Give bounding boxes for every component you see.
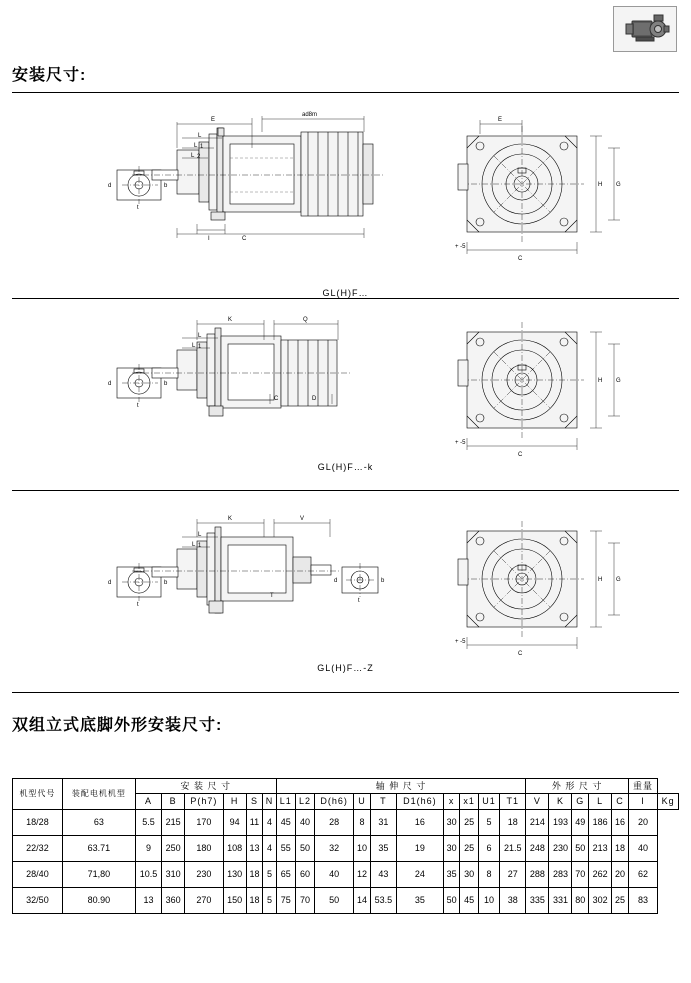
svg-text:L: L xyxy=(191,153,195,159)
svg-text:C: C xyxy=(518,452,523,458)
svg-text:G: G xyxy=(616,577,621,583)
cell-model: 18/28 xyxy=(13,809,63,835)
th-U: U xyxy=(354,794,371,809)
cell-V: 335 xyxy=(526,887,549,913)
th-L: L xyxy=(589,794,612,809)
svg-text:ad8m: ad8m xyxy=(302,112,318,118)
cell-C: 16 xyxy=(612,809,629,835)
cell-D1: 35 xyxy=(397,887,444,913)
cell-L1: 65 xyxy=(276,861,295,887)
table-body xyxy=(13,809,679,913)
cell-L1: 75 xyxy=(276,887,295,913)
th-B: B xyxy=(162,794,185,809)
cell-T: 53.5 xyxy=(370,887,396,913)
cell-U: 10 xyxy=(354,835,371,861)
svg-text:D: D xyxy=(312,396,317,402)
drawing-caption-1: GL(H)F… xyxy=(322,288,369,298)
cell-x: 50 xyxy=(443,887,460,913)
th-G: G xyxy=(572,794,589,809)
cell-L1: 45 xyxy=(276,809,295,835)
cell-D: 28 xyxy=(315,809,354,835)
cell-T: 35 xyxy=(370,835,396,861)
divider-2 xyxy=(12,490,679,491)
cell-x1: 25 xyxy=(460,809,479,835)
cell-U: 14 xyxy=(354,887,371,913)
cell-I: 40 xyxy=(628,835,657,861)
cell-C: 20 xyxy=(612,861,629,887)
cell-motor: 80.90 xyxy=(62,887,135,913)
cell-G: 49 xyxy=(572,809,589,835)
cell-I: 20 xyxy=(628,809,657,835)
cell-U: 8 xyxy=(354,809,371,835)
cell-C: 25 xyxy=(612,887,629,913)
svg-text:L: L xyxy=(198,133,202,139)
cell-B: 250 xyxy=(162,835,185,861)
th-T1: T1 xyxy=(500,794,526,809)
cell-B: 360 xyxy=(162,887,185,913)
svg-text:E: E xyxy=(498,117,503,123)
svg-text:+ -5: + -5 xyxy=(455,639,466,645)
svg-text:+ -5: + -5 xyxy=(455,440,466,446)
svg-text:L: L xyxy=(192,542,196,548)
svg-text:b: b xyxy=(381,578,385,584)
cell-L1: 55 xyxy=(276,835,295,861)
cell-C: 18 xyxy=(612,835,629,861)
cell-N: 4 xyxy=(263,835,276,861)
divider-top xyxy=(12,92,679,93)
th-V: V xyxy=(526,794,549,809)
cell-x1: 25 xyxy=(460,835,479,861)
cell-K: 331 xyxy=(549,887,572,913)
cell-L: 302 xyxy=(589,887,612,913)
cell-G: 80 xyxy=(572,887,589,913)
th-T: T xyxy=(370,794,396,809)
cell-T1: 18 xyxy=(500,809,526,835)
cell-model: 32/50 xyxy=(13,887,63,913)
cell-I: 83 xyxy=(628,887,657,913)
svg-text:1: 1 xyxy=(200,144,204,150)
cell-N: 4 xyxy=(263,809,276,835)
cell-L: 213 xyxy=(589,835,612,861)
svg-text:K: K xyxy=(228,516,233,522)
cell-V: 248 xyxy=(526,835,549,861)
th-group-outline: 外 形 尺 寸 xyxy=(526,779,628,794)
drawing-block-1 xyxy=(12,108,679,298)
cell-K: 193 xyxy=(549,809,572,835)
svg-text:C: C xyxy=(274,396,279,402)
cell-A: 5.5 xyxy=(135,809,161,835)
cell-D1: 16 xyxy=(397,809,444,835)
cell-L2: 40 xyxy=(295,809,314,835)
cell-K: 230 xyxy=(549,835,572,861)
cell-P: 180 xyxy=(185,835,223,861)
svg-text:b: b xyxy=(164,580,168,586)
cell-x: 35 xyxy=(443,861,460,887)
svg-text:E: E xyxy=(211,117,216,123)
th-L2: L2 xyxy=(295,794,314,809)
cell-T1: 27 xyxy=(500,861,526,887)
cell-model: 28/40 xyxy=(13,861,63,887)
th-x: x xyxy=(443,794,460,809)
drawing-block-2 xyxy=(12,310,679,472)
cell-motor: 71,80 xyxy=(62,861,135,887)
cell-U1: 10 xyxy=(478,887,499,913)
th-H: H xyxy=(223,794,246,809)
gear-motor-icon xyxy=(618,11,672,47)
th-C: C xyxy=(612,794,629,809)
table-row xyxy=(13,861,679,887)
cell-G: 50 xyxy=(572,835,589,861)
th-I: I xyxy=(628,794,657,809)
svg-text:C: C xyxy=(518,256,523,262)
cell-D: 50 xyxy=(315,887,354,913)
svg-text:1: 1 xyxy=(198,543,202,549)
drawing-glhf xyxy=(12,108,679,288)
cell-I: 62 xyxy=(628,861,657,887)
svg-text:d: d xyxy=(108,183,112,189)
th-D: D(h6) xyxy=(315,794,354,809)
table-row xyxy=(13,887,679,913)
th-P: P(h7) xyxy=(185,794,223,809)
spec-table xyxy=(12,778,679,914)
cell-x: 30 xyxy=(443,809,460,835)
cell-H: 94 xyxy=(223,809,246,835)
svg-text:C: C xyxy=(518,651,523,657)
cell-T1: 21.5 xyxy=(500,835,526,861)
cell-H: 108 xyxy=(223,835,246,861)
th-motor-type: 装配电机机型 xyxy=(62,779,135,810)
cell-U1: 5 xyxy=(478,809,499,835)
cell-U1: 8 xyxy=(478,861,499,887)
divider-1 xyxy=(12,298,679,299)
svg-text:G: G xyxy=(616,182,621,188)
section-title-wrap xyxy=(12,712,222,735)
cell-V: 288 xyxy=(526,861,549,887)
th-group-weight: 重量 xyxy=(628,779,657,794)
th-A: A xyxy=(135,794,161,809)
cell-A: 9 xyxy=(135,835,161,861)
svg-text:d: d xyxy=(108,580,112,586)
cell-T: 31 xyxy=(370,809,396,835)
svg-text:C: C xyxy=(242,236,247,242)
cell-D1: 24 xyxy=(397,861,444,887)
th-S: S xyxy=(246,794,263,809)
svg-text:d: d xyxy=(334,578,338,584)
cell-V: 214 xyxy=(526,809,549,835)
cell-A: 10.5 xyxy=(135,861,161,887)
svg-text:G: G xyxy=(616,378,621,384)
th-N: N xyxy=(263,794,276,809)
cell-H: 130 xyxy=(223,861,246,887)
svg-text:L: L xyxy=(192,343,196,349)
spec-table-wrap xyxy=(12,778,679,914)
cell-S: 11 xyxy=(246,809,263,835)
cell-L: 262 xyxy=(589,861,612,887)
th-model-code: 机型代号 xyxy=(13,779,63,810)
drawing-caption-3: GL(H)F…-Z xyxy=(317,663,374,673)
cell-P: 270 xyxy=(185,887,223,913)
svg-text:d: d xyxy=(108,381,112,387)
table-row xyxy=(13,835,679,861)
drawing-glhf-k xyxy=(12,310,679,462)
svg-text:t: t xyxy=(137,602,139,608)
cell-x1: 45 xyxy=(460,887,479,913)
cell-K: 283 xyxy=(549,861,572,887)
drawing-glhf-z xyxy=(12,505,679,663)
svg-text:t: t xyxy=(137,205,139,211)
cell-B: 215 xyxy=(162,809,185,835)
cell-D1: 19 xyxy=(397,835,444,861)
th-group-shaft: 轴 伸 尺 寸 xyxy=(276,779,526,794)
svg-text:b: b xyxy=(164,381,168,387)
double-foot-title: 双组立式底脚外形安装尺寸: xyxy=(12,717,223,734)
cell-L2: 50 xyxy=(295,835,314,861)
cell-T: 43 xyxy=(370,861,396,887)
svg-text:H: H xyxy=(598,378,603,384)
cell-D: 40 xyxy=(315,861,354,887)
svg-text:+ -5: + -5 xyxy=(455,244,466,250)
cell-N: 5 xyxy=(263,887,276,913)
table-row xyxy=(13,809,679,835)
cell-L: 186 xyxy=(589,809,612,835)
svg-text:L: L xyxy=(194,143,198,149)
drawing-block-3 xyxy=(12,505,679,673)
cell-P: 170 xyxy=(185,809,223,835)
install-dimensions-title: 安装尺寸: xyxy=(12,67,87,84)
svg-text:H: H xyxy=(598,577,603,583)
th-U1: U1 xyxy=(478,794,499,809)
cell-S: 18 xyxy=(246,887,263,913)
th-L1: L1 xyxy=(276,794,295,809)
table-head xyxy=(13,779,679,810)
divider-3 xyxy=(12,692,679,693)
page-title xyxy=(12,62,86,85)
cell-N: 5 xyxy=(263,861,276,887)
cell-L2: 60 xyxy=(295,861,314,887)
th-x1: x1 xyxy=(460,794,479,809)
table-group-header-row xyxy=(13,779,679,794)
cell-motor: 63 xyxy=(62,809,135,835)
cell-T1: 38 xyxy=(500,887,526,913)
svg-text:1: 1 xyxy=(198,344,202,350)
svg-text:V: V xyxy=(300,516,305,522)
th-kg: Kg xyxy=(658,794,679,809)
cell-S: 18 xyxy=(246,861,263,887)
cell-model: 22/32 xyxy=(13,835,63,861)
cell-motor: 63.71 xyxy=(62,835,135,861)
cell-H: 150 xyxy=(223,887,246,913)
svg-text:t: t xyxy=(358,598,360,604)
cell-G: 70 xyxy=(572,861,589,887)
cell-P: 230 xyxy=(185,861,223,887)
product-logo xyxy=(613,6,677,52)
svg-text:2: 2 xyxy=(197,154,201,160)
svg-text:I: I xyxy=(208,236,210,242)
th-group-install: 安 装 尺 寸 xyxy=(135,779,276,794)
drawing-caption-2: GL(H)F…-k xyxy=(317,462,374,472)
svg-text:H: H xyxy=(598,182,603,188)
cell-x: 30 xyxy=(443,835,460,861)
th-D1: D1(h6) xyxy=(397,794,444,809)
th-K: K xyxy=(549,794,572,809)
svg-text:L: L xyxy=(198,532,202,538)
svg-text:b: b xyxy=(164,183,168,189)
svg-text:t: t xyxy=(137,403,139,409)
svg-text:T: T xyxy=(270,593,274,599)
cell-D: 32 xyxy=(315,835,354,861)
cell-A: 13 xyxy=(135,887,161,913)
cell-U1: 6 xyxy=(478,835,499,861)
cell-x1: 30 xyxy=(460,861,479,887)
cell-L2: 70 xyxy=(295,887,314,913)
svg-text:L: L xyxy=(198,333,202,339)
cell-S: 13 xyxy=(246,835,263,861)
svg-text:Q: Q xyxy=(303,317,308,323)
cell-B: 310 xyxy=(162,861,185,887)
cell-U: 12 xyxy=(354,861,371,887)
svg-text:K: K xyxy=(228,317,233,323)
